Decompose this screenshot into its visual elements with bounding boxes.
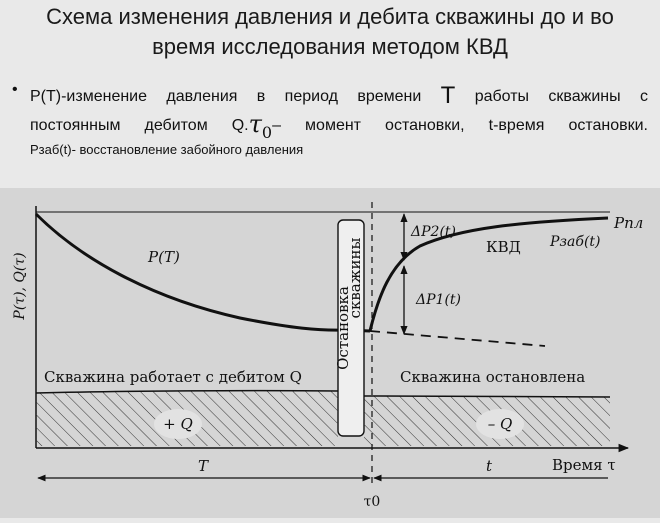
stop-box-line-2: скважины — [346, 237, 364, 319]
tau-letter: τ — [248, 110, 262, 138]
ppl-label: Pпл — [614, 214, 644, 232]
description-line-3: Рзаб(t)- восстановление забойного давления — [30, 142, 304, 157]
line1-big-T: T — [440, 82, 456, 109]
kvd-diagram — [0, 188, 660, 518]
line2-end: – момент остановки, t-время остановки. — [272, 117, 649, 134]
pzab-label: Pзаб(t) — [550, 234, 601, 250]
title-line-2: время исследования методом КВД — [152, 34, 508, 59]
bullet-marker: • — [12, 81, 18, 98]
t-span-label: t — [486, 457, 493, 475]
kvd-diagram-svg — [0, 188, 660, 518]
stopped-text: Скважина остановлена — [400, 368, 586, 386]
curve-PT-label: P(T) — [148, 248, 180, 266]
tau-subscript: 0 — [261, 122, 273, 142]
pressure-decline-curve — [36, 214, 346, 330]
extrapolation-dashed-line — [370, 331, 545, 346]
tau0-symbol — [248, 110, 273, 142]
kvd-label: КВД — [486, 238, 521, 256]
line1-end: работы скважины с — [455, 88, 648, 105]
working-text: Скважина работает с дебитом Q — [44, 368, 302, 386]
y-axis-label: P(τ), Q(τ) — [12, 252, 28, 320]
tau0-axis-label: τ0 — [363, 494, 381, 510]
line2-start: постоянным дебитом Q. — [30, 117, 249, 134]
dP1-label: ΔP1(t) — [416, 292, 461, 308]
minus-q-label: – Q — [487, 415, 513, 433]
dP2-label: ΔP2(t) — [411, 224, 456, 240]
slide-title — [0, 2, 660, 62]
stop-box-line-1: Остановка — [334, 286, 352, 370]
description-line-1 — [30, 84, 648, 109]
line1-start: P(T)-изменение давления в период времени — [30, 88, 441, 105]
T-span-label: T — [198, 457, 209, 475]
plus-q-label: + Q — [163, 415, 193, 433]
title-line-1: Схема изменения давления и дебита скважины до и во — [46, 4, 614, 29]
time-axis-label: Время τ — [552, 456, 616, 474]
